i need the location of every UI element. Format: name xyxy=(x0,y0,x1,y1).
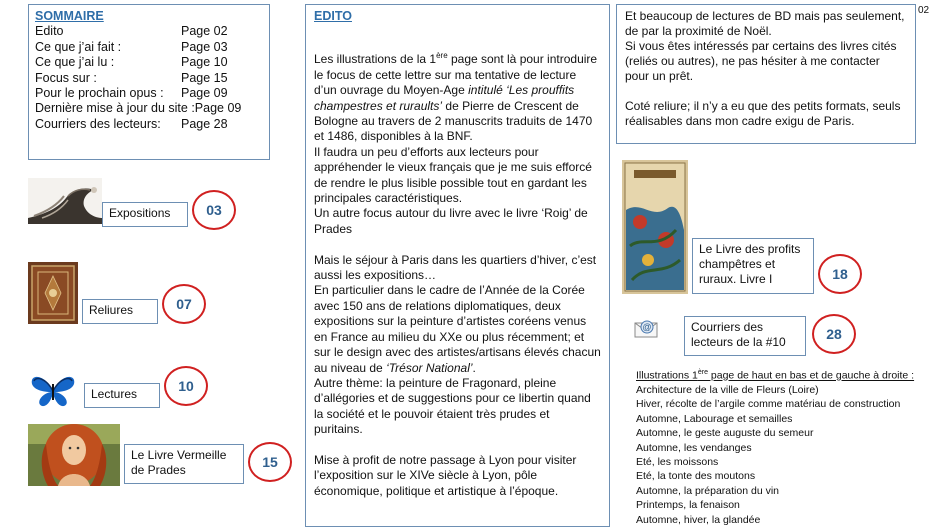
lectures-page-badge[interactable]: 10 xyxy=(164,366,208,406)
sommaire-row[interactable] xyxy=(35,40,263,55)
sommaire-label: Ce que j’ai lu : xyxy=(35,55,115,70)
sommaire-row[interactable] xyxy=(35,55,263,70)
red-haired-woman-icon[interactable] xyxy=(28,424,120,486)
expositions-page-badge[interactable]: 03 xyxy=(192,190,236,230)
expositions-label[interactable]: Expositions xyxy=(102,202,188,227)
lectures-label[interactable]: Lectures xyxy=(84,383,160,408)
edito-title: EDITO xyxy=(314,9,352,23)
edito-paragraph: En particulier dans le cadre de l’Année de la Corée avec 150 ans de relations diplomatiques, deux expositions sur la peinture d’artistes coréens venus en France au milieu du XXe ou plus récemment; et sur le design avec des artistes/artisans élevés chacun au niveau de ‘Trésor National’. xyxy=(314,283,601,375)
list-item: Architecture de la ville de Fleurs (Loire) xyxy=(636,383,819,396)
sommaire-box xyxy=(28,4,270,160)
sommaire-label: Focus sur : xyxy=(35,70,97,85)
list-item: Automne, Labourage et semailles xyxy=(636,412,793,425)
sommaire-label: Courriers des lecteurs: xyxy=(35,116,161,131)
list-item: Automne, le geste auguste du semeur xyxy=(636,427,814,440)
sommaire-page: Page 02 xyxy=(181,24,228,39)
sommaire-label: Ce que j’ai fait : xyxy=(35,39,122,54)
sommaire-row[interactable] xyxy=(35,24,263,39)
list-item: Eté, les moissons xyxy=(636,455,719,468)
sommaire-row[interactable] xyxy=(35,117,263,132)
right-paragraph: Si vous êtes intéressés par certains des livres cités (reliés ou autres), ne pas hésiter à me contacter pour un prêt. xyxy=(625,39,897,83)
sommaire-row[interactable] xyxy=(35,101,263,116)
list-item: Automne, la préparation du vin xyxy=(636,484,780,497)
sommaire-row[interactable] xyxy=(35,86,263,101)
right-text-box xyxy=(616,4,916,144)
sommaire-page: Page 03 xyxy=(181,39,228,54)
right-paragraph: Et beaucoup de lectures de BD mais pas seulement, de par la proximité de Noël. xyxy=(625,9,905,38)
list-item: Printemps, la fenaison xyxy=(636,499,740,512)
livre-vermeille-label[interactable]: Le Livre Vermeille de Prades xyxy=(124,444,244,484)
edito-paragraph: Les illustrations de la 1ère page sont là pour introduire le focus de cette lettre sur ma tentative de lecture d’un ouvrage du Moyen-Age intitulé ‘Les prouffits champestres et ruraults’ de Pierre de Crescent de Bologne au travers de 2 manuscrits traduits de 1470 et 1486, disponibles à la BNF. xyxy=(314,51,598,144)
sommaire-page: Page 28 xyxy=(181,116,228,131)
courriers-page-badge[interactable]: 28 xyxy=(812,314,856,354)
sommaire-label: Dernière mise à jour du site : xyxy=(35,101,195,116)
sommaire-page: Page 09 xyxy=(181,86,228,101)
edito-paragraph: Mais le séjour à Paris dans les quartiers d’hiver, c’est aussi les expositions… xyxy=(314,252,597,283)
edito-box xyxy=(305,4,610,527)
sommaire-page: Page 10 xyxy=(181,55,228,70)
bound-book-icon[interactable] xyxy=(28,262,78,324)
book-cover-icon[interactable] xyxy=(622,160,688,294)
sommaire-page: Page 09 xyxy=(194,101,242,116)
reliures-page-badge[interactable]: 07 xyxy=(162,284,206,324)
edito-paragraph: Autre thème: la peinture de Fragonard, pleine d’allégories et de suggestions pour ce libertin quand la société et le pouvoir étaient très prudes et puritains. xyxy=(314,375,591,437)
sommaire-label: Edito xyxy=(35,24,64,39)
list-item: Automne, hiver, la glandée xyxy=(636,513,761,526)
page-number: 02 xyxy=(918,5,930,16)
right-paragraph: Coté reliure; il n’y a eu que des petits formats, seuls réalisables dans mon cadre exigu de Paris. xyxy=(625,99,901,128)
butterfly-icon[interactable] xyxy=(30,374,76,408)
edito-paragraph: Mise à profit de notre passage à Lyon pour visiter l’exposition sur le XIVe siècle à Lyon, pôle économique, politique et artistique à l’époque. xyxy=(314,452,577,498)
illustrations-title: Illustrations 1ère page de haut en bas et de gauche à droite : xyxy=(636,369,915,382)
reliures-label[interactable]: Reliures xyxy=(82,299,158,324)
courriers-label[interactable]: Courriers des lecteurs de la #10 xyxy=(684,316,806,356)
wave-sculpture-icon[interactable] xyxy=(28,178,102,224)
list-item: Hiver, récolte de l’argile comme matériau de construction xyxy=(636,398,901,411)
sommaire-page: Page 15 xyxy=(181,70,228,85)
list-item: Eté, la tonte des moutons xyxy=(636,470,756,483)
illustrations-list xyxy=(636,366,936,527)
sommaire-label: Pour le prochain opus : xyxy=(35,86,164,101)
sommaire-title: SOMMAIRE xyxy=(35,9,104,23)
livre-profits-label[interactable]: Le Livre des profits champêtres et ruraux. Livre I xyxy=(692,238,814,294)
edito-paragraph: Il faudra un peu d’efforts aux lecteurs pour appréhender le vieux français que je me suis efforcé de rendre le plus lisible possible tout en gardant les principales caractéristiques. xyxy=(314,144,592,206)
list-item: Automne, les vendanges xyxy=(636,441,752,454)
edito-paragraph: Un autre focus autour du livre avec le livre ‘Roig’ de Prades xyxy=(314,206,588,236)
livre-vermeille-page-badge[interactable]: 15 xyxy=(248,442,292,482)
livre-profits-page-badge[interactable]: 18 xyxy=(818,254,862,294)
sommaire-row[interactable] xyxy=(35,71,263,86)
envelope-at-icon[interactable] xyxy=(634,318,660,340)
svg-text:@: @ xyxy=(642,322,652,332)
